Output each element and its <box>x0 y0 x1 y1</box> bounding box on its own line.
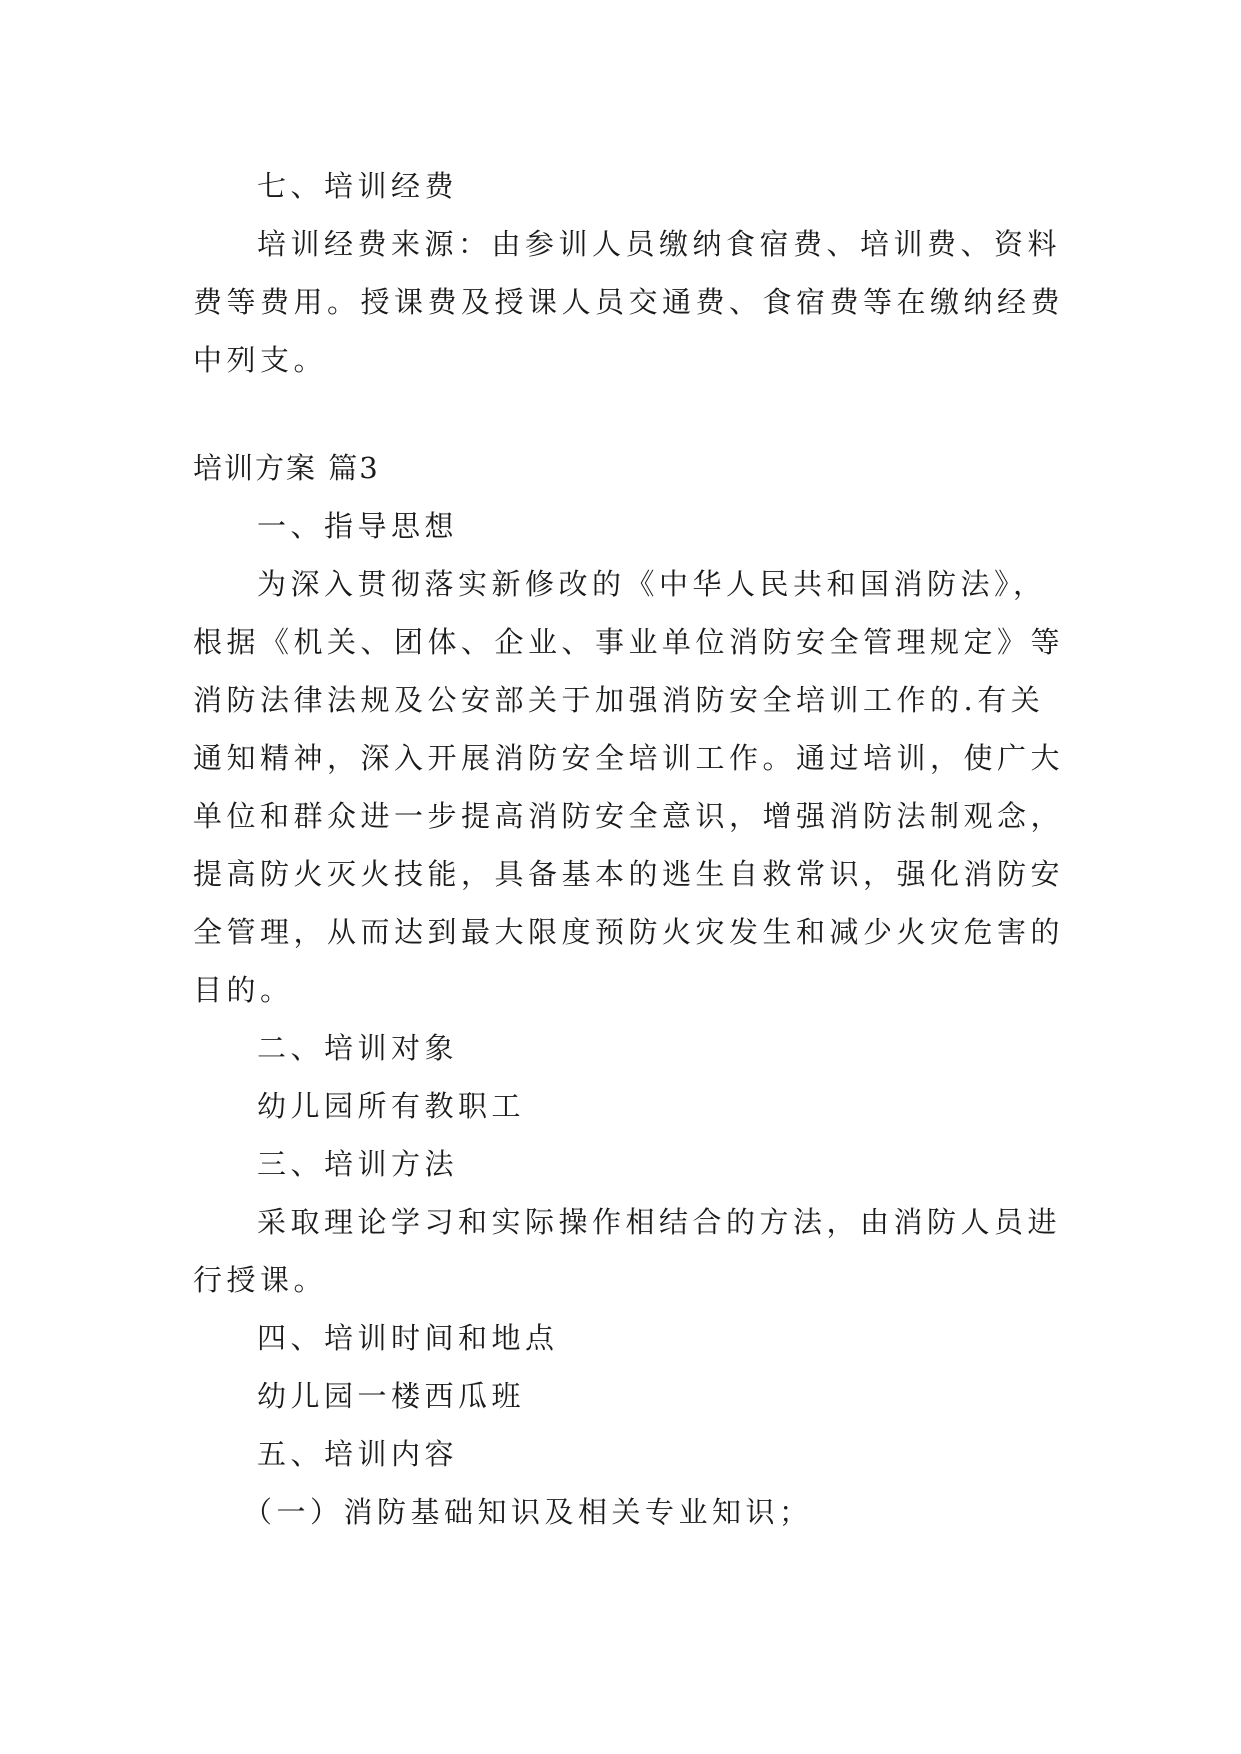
section-heading-funding: 七、培训经费 <box>257 169 459 203</box>
guiding-paragraph-line: 通知精神，深入开展消防安全培训工作。通过培训，使广大 <box>193 741 1065 775</box>
time-place-text: 幼儿园一楼西瓜班 <box>257 1379 526 1413</box>
content-item: （一）消防基础知识及相关专业知识； <box>243 1495 813 1529</box>
funding-paragraph-line: 培训经费来源：由参训人员缴纳食宿费、培训费、资料 <box>257 227 1062 261</box>
section-heading-guiding-ideology: 一、指导思想 <box>257 509 459 543</box>
section-heading-content: 五、培训内容 <box>257 1437 459 1471</box>
guiding-paragraph-line: 提高防火灭火技能，具备基本的逃生自救常识，强化消防安 <box>193 857 1065 891</box>
guiding-paragraph-line: 消防法律法规及公安部关于加强消防安全培训工作的.有关 <box>193 683 1045 717</box>
document-title: 培训方案 篇3 <box>193 451 380 485</box>
guiding-paragraph-line: 单位和群众进一步提高消防安全意识，增强消防法制观念， <box>193 799 1065 833</box>
section-heading-trainees: 二、培训对象 <box>257 1031 459 1065</box>
section-heading-method: 三、培训方法 <box>257 1147 459 1181</box>
method-paragraph-line: 行授课。 <box>193 1263 328 1297</box>
section-heading-time-place: 四、培训时间和地点 <box>257 1321 559 1355</box>
guiding-paragraph-line: 根据《机关、团体、企业、事业单位消防安全管理规定》等 <box>193 625 1065 659</box>
funding-paragraph-line: 费等费用。授课费及授课人员交通费、食宿费等在缴纳经费 <box>193 285 1065 319</box>
guiding-paragraph-line: 为深入贯彻落实新修改的《中华人民共和国消防法》， <box>257 567 1047 601</box>
guiding-paragraph-line: 全管理，从而达到最大限度预防火灾发生和减少火灾危害的 <box>193 915 1065 949</box>
method-paragraph-line: 采取理论学习和实际操作相结合的方法，由消防人员进 <box>257 1205 1062 1239</box>
funding-paragraph-line: 中列支。 <box>193 343 328 377</box>
trainees-text: 幼儿园所有教职工 <box>257 1089 526 1123</box>
guiding-paragraph-line: 目的。 <box>193 973 294 1007</box>
